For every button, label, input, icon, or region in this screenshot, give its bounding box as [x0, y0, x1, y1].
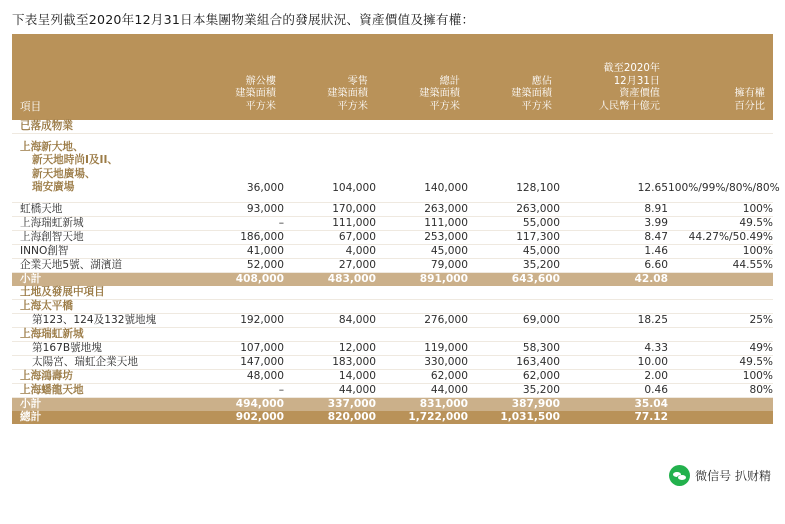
row-label: 已落成物業: [12, 120, 192, 134]
row-value: 100%: [668, 244, 773, 258]
table-row: [12, 216, 773, 230]
row-value: 643,600: [468, 272, 560, 286]
row-value: 49%: [668, 341, 773, 355]
wechat-icon: [669, 465, 690, 486]
row-value: 62,000: [376, 369, 468, 383]
row-value: 1,722,000: [376, 411, 468, 424]
table-group-row: [12, 369, 773, 383]
table-row: [12, 230, 773, 244]
row-value: 8.91: [560, 202, 668, 216]
table-row: [12, 341, 773, 355]
row-value: 12,000: [284, 341, 376, 355]
row-value: [376, 286, 468, 300]
row-label: 土地及發展中項目: [12, 286, 192, 300]
row-value: –: [192, 383, 284, 397]
row-value: 104,000: [284, 134, 376, 203]
header-cell-ownership: 擁有權 百分比: [668, 34, 773, 120]
row-value: 1.46: [560, 244, 668, 258]
row-value: [668, 272, 773, 286]
row-value: [668, 327, 773, 341]
row-label: 上海創智天地: [12, 230, 192, 244]
row-value: 4.33: [560, 341, 668, 355]
row-value: 1,031,500: [468, 411, 560, 424]
row-label: 上海瑞虹新城: [12, 327, 192, 341]
row-value: [192, 327, 284, 341]
row-value: [468, 299, 560, 313]
table-total-row: [12, 411, 773, 424]
row-value: 6.60: [560, 258, 668, 272]
row-value: 52,000: [192, 258, 284, 272]
header-cell-asset-value: 截至2020年 12月31日 資產價值 人民幣十億元: [560, 34, 668, 120]
row-value: [668, 411, 773, 424]
header-cell-attributable: 應佔 建築面積 平方米: [468, 34, 560, 120]
row-value: 49.5%: [668, 216, 773, 230]
row-label: 上海新大地、 新天地時尚I及II、 新天地廣場、 瑞安廣場: [12, 134, 192, 203]
row-value: –: [192, 216, 284, 230]
row-value: 42.08: [560, 272, 668, 286]
table-row: [12, 355, 773, 369]
row-value: [668, 286, 773, 300]
row-value: [468, 120, 560, 134]
row-value: 107,000: [192, 341, 284, 355]
row-value: 35,200: [468, 258, 560, 272]
table-row: [12, 313, 773, 327]
row-value: [560, 299, 668, 313]
row-value: 408,000: [192, 272, 284, 286]
header-cell-retail: 零售 建築面積 平方米: [284, 34, 376, 120]
row-value: 0.46: [560, 383, 668, 397]
table-row: [12, 244, 773, 258]
row-value: 117,300: [468, 230, 560, 244]
row-value: 100%: [668, 369, 773, 383]
table-section-row: [12, 120, 773, 134]
row-value: 891,000: [376, 272, 468, 286]
row-value: 49.5%: [668, 355, 773, 369]
row-value: 263,000: [376, 202, 468, 216]
row-value: 170,000: [284, 202, 376, 216]
row-value: 387,900: [468, 397, 560, 411]
row-value: [468, 327, 560, 341]
row-value: [284, 299, 376, 313]
row-value: 93,000: [192, 202, 284, 216]
row-value: 111,000: [284, 216, 376, 230]
row-value: 84,000: [284, 313, 376, 327]
row-value: [284, 286, 376, 300]
row-value: 45,000: [468, 244, 560, 258]
row-value: 140,000: [376, 134, 468, 203]
watermark-label: 微信号 扒财精: [695, 469, 771, 483]
row-value: 330,000: [376, 355, 468, 369]
table-subtotal-row: [12, 272, 773, 286]
row-value: 2.00: [560, 369, 668, 383]
row-label: 虹橋天地: [12, 202, 192, 216]
table-group-row: [12, 327, 773, 341]
row-value: 79,000: [376, 258, 468, 272]
property-portfolio-table: [12, 34, 780, 424]
row-label: 上海鴻壽坊: [12, 369, 192, 383]
table-group-row: [12, 383, 773, 397]
row-value: [376, 299, 468, 313]
row-value: 18.25: [560, 313, 668, 327]
row-value: 147,000: [192, 355, 284, 369]
row-value: [560, 286, 668, 300]
row-value: 902,000: [192, 411, 284, 424]
row-value: [192, 120, 284, 134]
table-body: [12, 120, 780, 424]
row-value: 10.00: [560, 355, 668, 369]
table-row: [12, 202, 773, 216]
row-value: 483,000: [284, 272, 376, 286]
row-value: 80%: [668, 383, 773, 397]
row-value: 14,000: [284, 369, 376, 383]
table-group-row: [12, 134, 773, 203]
row-value: 55,000: [468, 216, 560, 230]
row-value: 77.12: [560, 411, 668, 424]
row-value: [668, 120, 773, 134]
row-value: 12.65: [560, 134, 668, 203]
row-label: 上海太平橋: [12, 299, 192, 313]
row-label: 第167B號地塊: [12, 341, 192, 355]
row-value: [668, 299, 773, 313]
row-label: 小計: [12, 272, 192, 286]
row-value: 27,000: [284, 258, 376, 272]
row-value: 35.04: [560, 397, 668, 411]
row-value: 36,000: [192, 134, 284, 203]
row-value: 67,000: [284, 230, 376, 244]
row-value: 3.99: [560, 216, 668, 230]
header-cell-office: 辦公樓 建築面積 平方米: [192, 34, 284, 120]
row-label: 上海瑞虹新城: [12, 216, 192, 230]
row-value: [376, 327, 468, 341]
row-value: 8.47: [560, 230, 668, 244]
row-value: 820,000: [284, 411, 376, 424]
row-value: 831,000: [376, 397, 468, 411]
row-value: 4,000: [284, 244, 376, 258]
table-group-row: [12, 299, 773, 313]
row-value: 186,000: [192, 230, 284, 244]
row-value: 41,000: [192, 244, 284, 258]
row-value: 35,200: [468, 383, 560, 397]
row-value: [668, 397, 773, 411]
row-value: 100%/99%/80%/80%: [668, 134, 773, 203]
row-label: 第123、124及132號地塊: [12, 313, 192, 327]
table-header-row: [12, 34, 773, 120]
row-value: 58,300: [468, 341, 560, 355]
row-value: 183,000: [284, 355, 376, 369]
row-value: 253,000: [376, 230, 468, 244]
row-value: [468, 286, 560, 300]
row-value: [560, 120, 668, 134]
row-value: 100%: [668, 202, 773, 216]
row-label: INNO創智: [12, 244, 192, 258]
row-value: [376, 120, 468, 134]
row-value: 494,000: [192, 397, 284, 411]
row-value: 44,000: [284, 383, 376, 397]
row-value: 192,000: [192, 313, 284, 327]
table-section-row: [12, 286, 773, 300]
row-value: 276,000: [376, 313, 468, 327]
row-value: [192, 299, 284, 313]
table-row: [12, 258, 773, 272]
row-value: 44.55%: [668, 258, 773, 272]
table-subtotal-row: [12, 397, 773, 411]
row-value: [560, 327, 668, 341]
row-value: [192, 286, 284, 300]
intro-paragraph: 下表呈列截至2020年12月31日本集團物業組合的發展狀況、資產價值及擁有權：: [12, 12, 475, 27]
row-value: 69,000: [468, 313, 560, 327]
row-value: 111,000: [376, 216, 468, 230]
row-value: 62,000: [468, 369, 560, 383]
table-header: [12, 34, 773, 120]
row-value: 163,400: [468, 355, 560, 369]
row-value: 25%: [668, 313, 773, 327]
row-value: 44.27%/50.49%: [668, 230, 773, 244]
header-cell-item: 項目: [12, 34, 192, 120]
watermark-badge: [665, 463, 775, 488]
row-value: 48,000: [192, 369, 284, 383]
row-label: 企業天地5號、湖濱道: [12, 258, 192, 272]
row-value: 44,000: [376, 383, 468, 397]
row-label: 太陽宮、瑞虹企業天地: [12, 355, 192, 369]
row-value: [284, 120, 376, 134]
row-label: 總計: [12, 411, 192, 424]
row-label: 上海蟠龍天地: [12, 383, 192, 397]
row-value: 337,000: [284, 397, 376, 411]
row-value: 128,100: [468, 134, 560, 203]
row-value: [284, 327, 376, 341]
row-value: 119,000: [376, 341, 468, 355]
row-label: 小計: [12, 397, 192, 411]
row-value: 45,000: [376, 244, 468, 258]
row-value: 263,000: [468, 202, 560, 216]
header-cell-total: 總計 建築面積 平方米: [376, 34, 468, 120]
